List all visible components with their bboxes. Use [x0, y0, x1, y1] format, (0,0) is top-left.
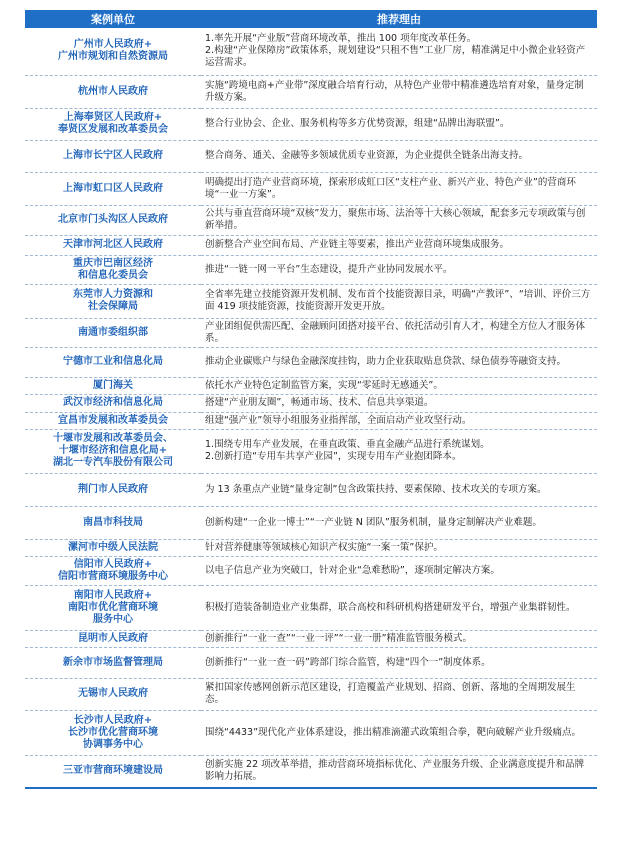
reason-line: 围绕“4433”现代化产业体系建设，推出精准滴灌式政策组合拳，靶向破解产业升级痛点。: [205, 726, 582, 738]
reason-line: 为 13 条重点产业链“量身定制”包含政策扶持、要素保障、技术攻关的专项方案。: [205, 483, 547, 495]
reason-line: 推进“一链一网一平台”生态建设，提升产业协同发展水平。: [205, 263, 453, 275]
reason-cell: [201, 140, 597, 172]
unit-line: 协调事务中心: [83, 738, 143, 750]
unit-line: 广州市规划和自然资源局: [58, 51, 168, 63]
table-row: [25, 255, 597, 284]
reason-line: 公共与垂直营商环境“双核”发力，聚焦市场、法治等十大核心领域，配套多元专项政策与创新举措。: [205, 208, 586, 231]
table-row: [25, 140, 597, 172]
table-row: [25, 235, 597, 255]
reason-cell: [201, 678, 597, 710]
reason-cell: [201, 284, 597, 318]
unit-cell: [25, 585, 201, 630]
reason-cell: [201, 377, 597, 394]
unit-line: 北京市门头沟区人民政府: [58, 214, 168, 225]
reason-cell: [201, 28, 597, 75]
unit-line: 重庆市巴南区经济: [73, 257, 153, 269]
unit-line: 信阳市人民政府+: [73, 558, 153, 570]
table-row: [25, 678, 597, 710]
reason-line: 创新构建“一企业一博士”“一产业链 N 团队”服务机制，量身定制解决产业难题。: [205, 516, 542, 528]
table-header-row: [25, 10, 597, 28]
unit-cell: [25, 556, 201, 585]
reason-cell: [201, 506, 597, 539]
reason-line: 全省率先建立技能资源开发机制、发布首个技能资源目录，明确“产教评”、“培训、评价三方面 419 项技能资源，技能资源开发更开放。: [205, 289, 591, 312]
unit-cell: [25, 108, 201, 140]
header-reason: 推荐理由: [201, 10, 597, 28]
table-row: [25, 630, 597, 647]
unit-cell: [25, 506, 201, 539]
table-row: [25, 412, 597, 429]
unit-line: 武汉市经济和信息化局: [63, 397, 163, 408]
reason-cell: [201, 75, 597, 108]
reason-cell: [201, 255, 597, 284]
unit-cell: [25, 377, 201, 394]
table-row: [25, 710, 597, 755]
reason-line: 推动企业碳账户与绿色金融深度挂钩，助力企业获取贴息贷款、绿色债券等融资支持。: [205, 356, 567, 367]
unit-line: 上海奉贤区人民政府+: [63, 112, 163, 123]
reason-line: 1.围绕专用车产业发展，在垂直政策、垂直金融产品进行系统谋划。: [205, 439, 490, 450]
unit-cell: [25, 235, 201, 255]
reason-line: 整合商务、通关、金融等多领域优质专业资源，为企业提供全链条出海支持。: [205, 150, 529, 161]
unit-line: 无锡市人民政府: [78, 688, 148, 699]
recommendation-table: [25, 10, 597, 789]
unit-line: 宜昌市发展和改革委员会: [58, 414, 168, 426]
table-row: [25, 284, 597, 318]
reason-line: 创新整合产业空间布局、产业链主等要素，推出产业营商环境集成服务。: [205, 239, 510, 250]
unit-cell: [25, 630, 201, 647]
unit-cell: [25, 412, 201, 429]
table-row: [25, 394, 597, 412]
unit-line: 杭州市人民政府: [78, 85, 148, 97]
table-row: [25, 377, 597, 394]
reason-line: 产业团组促供需匹配、金融顾问团搭对接平台、依托活动引育人才，构建全方位人才服务体系。: [205, 320, 586, 344]
unit-cell: [25, 28, 201, 75]
table-row: [25, 28, 597, 75]
unit-line: 十堰市发展和改革委员会、: [53, 433, 173, 444]
unit-line: 三亚市营商环境建设局: [63, 765, 163, 777]
unit-cell: [25, 75, 201, 108]
unit-line: 奉贤区发展和改革委员会: [58, 124, 168, 135]
unit-line: 社会保障局: [88, 301, 138, 312]
unit-cell: [25, 429, 201, 473]
unit-line: 湖北一专汽车股份有限公司: [53, 457, 173, 468]
unit-line: 新余市市场监督管理局: [63, 656, 163, 668]
unit-line: 上海市长宁区人民政府: [63, 150, 163, 161]
table-row: [25, 755, 597, 788]
unit-line: 信阳市营商环境服务中心: [58, 570, 168, 582]
reason-cell: [201, 235, 597, 255]
unit-line: 天津市河北区人民政府: [63, 239, 163, 250]
table-row: [25, 539, 597, 556]
unit-cell: [25, 755, 201, 788]
reason-cell: [201, 429, 597, 473]
reason-line: 2.构建“产业保障房”政策体系，规划建设“只租不售”工业厂房，精准满足中小微企业轻资产运营需求。: [205, 45, 586, 69]
reason-line: 创新实施 22 项改革举措，推动营商环境指标优化、产业服务升级、企业满意度提升和品牌影响力拓展。: [205, 759, 585, 783]
reason-cell: [201, 710, 597, 755]
unit-line: 长沙市人民政府+: [73, 714, 153, 726]
reason-line: 组建“强产业”领导小组服务业指挥部，全面启动产业攻坚行动。: [205, 414, 472, 426]
reason-cell: [201, 108, 597, 140]
reason-line: 1.率先开展“产业版”营商环境改革，推出 100 项年度改革任务。: [205, 33, 477, 45]
unit-line: 昆明市人民政府: [78, 632, 148, 644]
reason-line: 以电子信息产业为突破口，针对企业“急难愁盼”，逐项制定解决方案。: [205, 564, 500, 576]
reason-cell: [201, 412, 597, 429]
reason-line: 搭建“产业朋友圈”，畅通市场、技术、信息共享渠道。: [205, 397, 434, 408]
unit-line: 南通市委组织部: [78, 326, 148, 338]
unit-line: 南阳市优化营商环境: [68, 601, 158, 613]
reason-cell: [201, 755, 597, 788]
table-row: [25, 75, 597, 108]
table-body: [25, 28, 597, 788]
table-row: [25, 556, 597, 585]
reason-cell: [201, 347, 597, 377]
unit-cell: [25, 647, 201, 678]
unit-cell: [25, 140, 201, 172]
unit-cell: [25, 205, 201, 235]
table-row: [25, 172, 597, 205]
unit-line: 漯河市中级人民法院: [68, 541, 158, 553]
reason-cell: [201, 630, 597, 647]
unit-line: 荆门市人民政府: [78, 483, 148, 495]
table-row: [25, 347, 597, 377]
reason-cell: [201, 473, 597, 506]
reason-cell: [201, 394, 597, 412]
reason-line: 2.创新打造“专用车共享产业园”，实现专用车产业抱团降本。: [205, 451, 462, 462]
unit-cell: [25, 318, 201, 347]
unit-cell: [25, 710, 201, 755]
reason-cell: [201, 585, 597, 630]
unit-cell: [25, 394, 201, 412]
unit-line: 和信息化委员会: [78, 269, 148, 281]
reason-cell: [201, 172, 597, 205]
unit-cell: [25, 172, 201, 205]
reason-line: 依托水产业特色定制监管方案，实现“零延时无感通关”。: [205, 379, 443, 391]
reason-cell: [201, 205, 597, 235]
reason-line: 创新推行“一业一查一码”跨部门综合监管，构建“四个一”制度体系。: [205, 656, 491, 668]
reason-line: 明确提出打造产业营商环境，探索形成虹口区“支柱产业、新兴产业、特色产业”的营商环境“一业一方案”。: [205, 176, 576, 200]
reason-cell: [201, 556, 597, 585]
reason-line: 创新推行“一业一查”“一业一评”“一业一册”精准监管服务模式。: [205, 632, 473, 644]
unit-line: 南阳市人民政府+: [73, 589, 153, 601]
unit-cell: [25, 284, 201, 318]
table-row: [25, 429, 597, 473]
unit-cell: [25, 347, 201, 377]
table-row: [25, 585, 597, 630]
table-row: [25, 473, 597, 506]
reason-cell: [201, 647, 597, 678]
unit-line: 广州市人民政府+: [73, 39, 153, 51]
unit-line: 十堰市经济和信息化局+: [58, 445, 168, 456]
unit-line: 上海市虹口区人民政府: [63, 182, 163, 194]
unit-cell: [25, 539, 201, 556]
unit-cell: [25, 678, 201, 710]
table-row: [25, 318, 597, 347]
reason-cell: [201, 539, 597, 556]
table-row: [25, 647, 597, 678]
table-row: [25, 506, 597, 539]
reason-line: 实施“跨境电商+产业带”深度融合培育行动，从特色产业带中精准遴选培育对象，量身定制升级方案。: [205, 79, 584, 103]
table-row: [25, 205, 597, 235]
unit-cell: [25, 255, 201, 284]
unit-line: 厦门海关: [93, 379, 133, 391]
unit-line: 东莞市人力资源和: [73, 289, 153, 300]
reason-line: 整合行业协会、企业、服务机构等多方优势资源，组建“品牌出海联盟”。: [205, 118, 510, 129]
unit-line: 南昌市科技局: [83, 516, 143, 528]
header-unit: 案例单位: [25, 10, 201, 28]
reason-line: 积极打造装备制造业产业集群，联合高校和科研机构搭建研发平台，增强产业集群韧性。: [205, 601, 576, 613]
reason-cell: [201, 318, 597, 347]
reason-line: 紧扣国家传感网创新示范区建设，打造覆盖产业规划、招商、创新、落地的全周期发展生态。: [205, 682, 576, 705]
unit-line: 长沙市优化营商环境: [68, 726, 158, 738]
unit-line: 宁德市工业和信息化局: [63, 356, 163, 367]
reason-line: 针对营养健康等领域核心知识产权实施“一案一策”保护。: [205, 541, 443, 553]
table-row: [25, 108, 597, 140]
unit-cell: [25, 473, 201, 506]
unit-line: 服务中心: [93, 613, 133, 625]
